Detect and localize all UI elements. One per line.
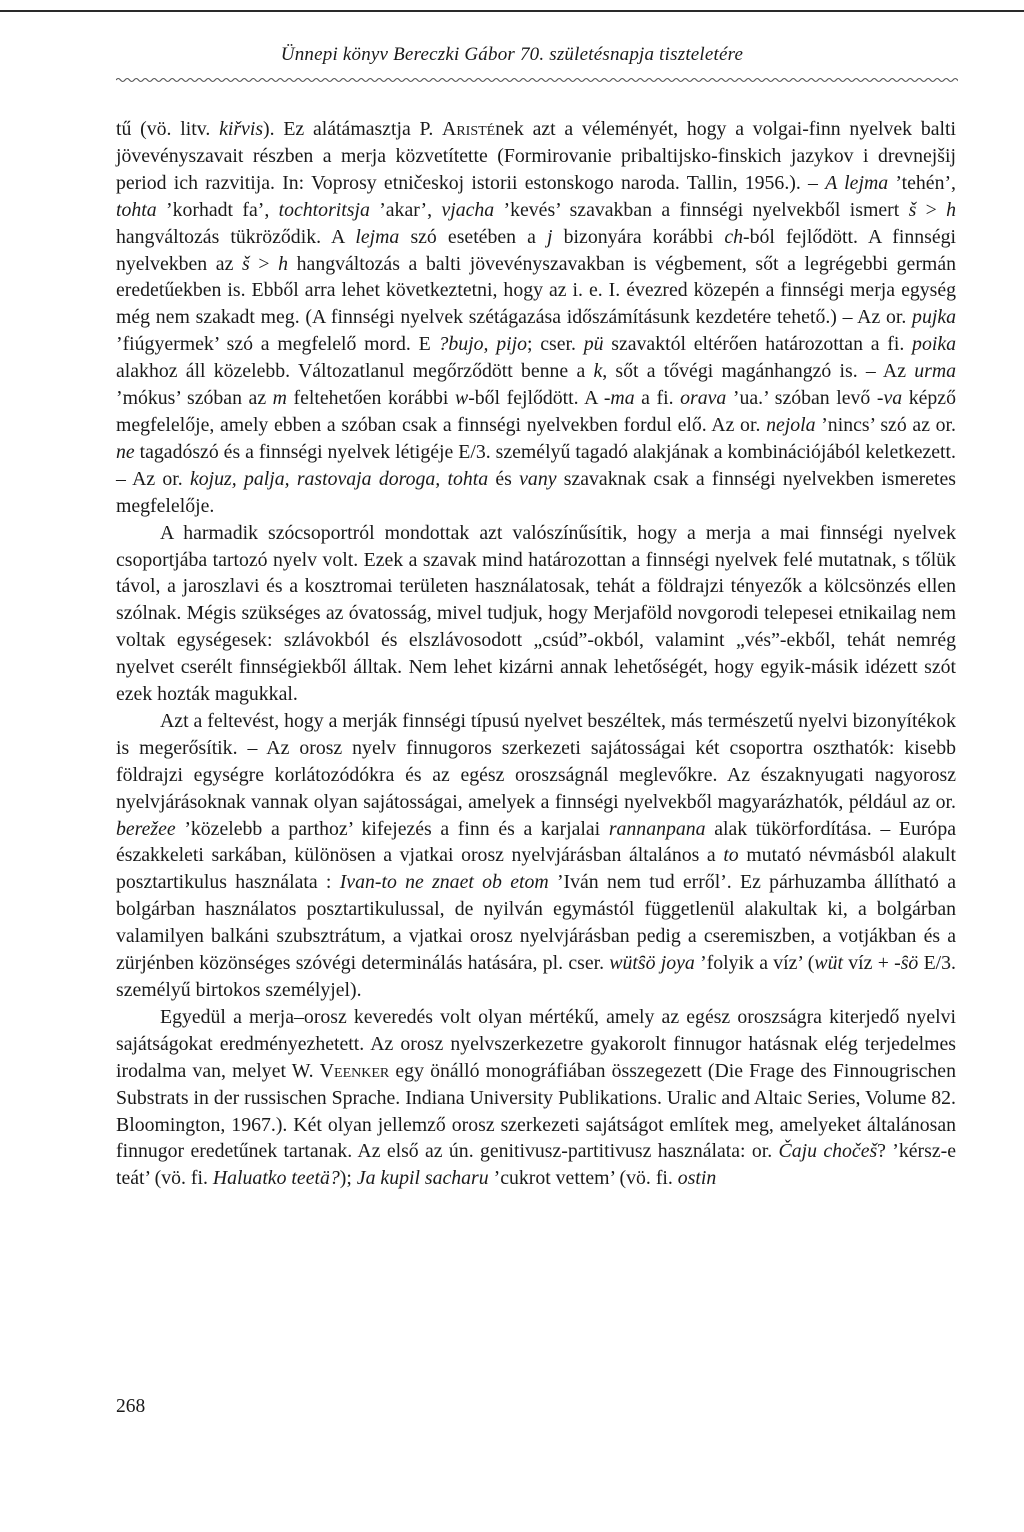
italic-term: nejola xyxy=(766,413,816,436)
italic-term: -s̑ö xyxy=(894,952,919,975)
text-run: hangváltozás a balti jövevényszavakban is végbement, sőt a legrégebbi germán eredetűekben is. Ebből arra lehet következtetni, hogy az i. e. I. évezred közepén a finnségi merja egység még nem szakadt meg. (A finnségi nyelvek szétágazása időszámításunk kezdetére tehető.) – Az or. xyxy=(116,252,956,329)
italic-term: wüts̑ö joya xyxy=(609,952,695,975)
italic-term: m xyxy=(272,387,287,410)
text-run: ? ’kérsz-e teát’ (vö. fi. xyxy=(116,1140,956,1190)
italic-term: h xyxy=(278,252,289,275)
text-run: ); xyxy=(339,1167,357,1190)
text-run: ’kevés’ szavakban a finnségi nyelvekből ismert xyxy=(494,198,909,221)
text-run: nek azt a véleményét, hogy a volgai-finn nyelvek balti jövevényszavait részben a merja közvetítette (Formirovanie pribaltijsko-finskich jazykov i drevnejšij period ich razvitija. In: Voprosy etničeskoj istorii estonskogo naroda. Tallin, 1956.). – xyxy=(116,118,956,194)
italic-term: wüt xyxy=(814,952,843,975)
italic-term: j xyxy=(547,225,553,248)
body-text xyxy=(116,116,956,1192)
text-run: ; cser. xyxy=(527,333,584,356)
italic-term: ?bujo, pijo xyxy=(438,333,528,356)
italic-term: pujka xyxy=(912,306,956,329)
page-number: 268 xyxy=(116,1396,146,1417)
text-run: -ből fejlődött. A xyxy=(468,387,604,410)
italic-term: ne xyxy=(116,440,135,463)
text-run: Azt a feltevést, hogy a merják finnségi típusú nyelvet beszéltek, más természetű nyelvi bizonyítékok is megerősítik. – Az orosz nyelv finnugoros szerkezeti sajátosságai két csoportra oszthatók: kisebb földrajzi egységre korlátozódókra és az egész oroszságnál meglevőkre. Az északnyugati nagyorosz nyelvjárásoknak vannak olyan sajátosságai, amelyek a finnségi nyelvekből magyarázhatók, például az or. xyxy=(116,709,956,813)
italic-term: kiřvis xyxy=(219,118,264,140)
text-run: , sőt a tővégi magánhangzó is. – Az xyxy=(602,360,915,383)
text-run: tű (vö. litv. xyxy=(116,118,220,140)
italic-term: ch xyxy=(724,225,743,248)
text-run: > xyxy=(249,252,279,275)
italic-term: A lejma xyxy=(825,171,889,194)
italic-term: ostin xyxy=(677,1167,717,1190)
italic-term: š xyxy=(242,252,250,275)
italic-term: -ma xyxy=(603,387,635,410)
paragraph xyxy=(116,520,956,708)
text-run: ’ua.’ szóban levő xyxy=(726,387,877,410)
italic-term: w xyxy=(454,387,469,410)
italic-term: vjacha xyxy=(441,198,495,221)
text-run: mutató névmásból alakult posztartikulus használata : xyxy=(116,844,957,894)
text-run: alakhoz áll közelebb. Változatlanul megőrződött benne a xyxy=(116,360,594,383)
text-run: hangváltozás tükröződik. A xyxy=(116,225,356,248)
text-run: egy önálló monográfiában összegezett (Die Frage des Finnougrischen Substrats in der russischen Sprache. Indiana University Publikations. Uralic and Altaic Series, Volume 82. Bloomington, 1967.). Két olyan jellemző orosz szerkezeti sajátságot említek meg, amelyeket általánosan finnugor eredetűnek tartanak. Az első az ún. genitivusz-partitivusz használata: or. xyxy=(116,1059,956,1163)
text-run: ’mókus’ szóban az xyxy=(116,387,273,410)
italic-term: Ivan-to ne znaet ob etom xyxy=(339,871,549,894)
text-run: víz + xyxy=(842,952,895,975)
running-header: Ünnepi könyv Bereczki Gábor 70. születésnapja tiszteletére xyxy=(280,44,744,65)
text-run: ’nincs’ szó az or. xyxy=(815,413,956,436)
italic-term: š xyxy=(908,198,917,221)
text-run: képző megfelelője, amely ebben a szóban csak a finnségi nyelvekben fordul elő. Az or. xyxy=(116,387,956,436)
italic-term: Haluatko teetä? xyxy=(212,1167,340,1190)
text-run: Egyedül a merja–orosz keveredés volt olyan mértékű, amely az egész oroszságra kiterjedő nyelvi sajátságokat eredményezhetett. Az orosz nyelvszerkezetre gyakorolt finnugor hatásnak elég terjedelmes irodalma van, melyet W. xyxy=(116,1005,956,1082)
italic-term: pü xyxy=(583,333,604,356)
text-run: E/3. személyű birtokos személyjel). xyxy=(116,952,956,1001)
italic-term: kojuz, palja, rastovaja doroga, tohta xyxy=(190,467,489,490)
italic-term: rannanpana xyxy=(608,817,706,840)
italic-term: to xyxy=(723,844,739,867)
text-run: ’Iván nem tud erről’. Ez párhuzamba állítható a bolgárban használatos posztartikulussal, de nyilván egymástól függetlenül alakultak ki, a bolgárban valamilyen balkáni szubsztrátum, a vjatkai orosz nyelvjárásban pedig a cseremiszben, a votjákban és a zürjénben közönséges szóvégi determinálás hatására, pl. cser. xyxy=(116,871,957,975)
text-run: szavaknak csak a finnségi nyelvekben ismeretes megfelelője. xyxy=(116,467,957,517)
text-run: alak tükörfordítása. – Európa északkeleti sarkában, különösen a vjatkai orosz nyelvjárásban általános a xyxy=(116,817,956,867)
paragraph xyxy=(116,708,956,1004)
text-run: ’korhadt fa’, xyxy=(156,198,279,221)
text-run: szó esetében a xyxy=(399,225,548,248)
header-wavy-rule xyxy=(116,74,958,86)
text-run: bizonyára korábbi xyxy=(552,225,725,248)
italic-term: k xyxy=(593,360,603,383)
italic-term: berežee xyxy=(116,817,176,840)
paragraph xyxy=(116,1004,956,1192)
italic-term: Čaju chočeš xyxy=(778,1140,878,1163)
italic-term: h xyxy=(946,198,957,221)
italic-term: lejma xyxy=(355,225,400,248)
author-name: Aristé xyxy=(442,118,496,140)
text-run: -ból fejlődött. A finnségi nyelvekben az xyxy=(116,225,956,275)
italic-term: Ja kupil sacharu xyxy=(356,1167,489,1190)
text-run: A harmadik szócsoportról mondottak azt valószínűsítik, hogy a merja a mai finnségi nyelvek csoportjába tartozó nyelv volt. Ezek a szavak mind határozottan a finnségi nyelvek felé mutatnak, s tőlük távol, a jaroszlavi és a kosztromai területen használatosak, tehát a földrajzi tényezők a kölcsönzés ellen szólnak. Mégis szükséges az óvatosság, mivel tudjuk, hogy Merjaföld novgorodi telepesei etnikailag nem voltak egységesek: szlávokból és elszlávosodott „csúd”-okból, valamint „vés”-ekből, tehát nemrég nyelvet cserélt finnségiekből álltak. Nem lehet kizárni annak lehetőségét, hogy egyik-másik idézett szót ezek hozták magukkal. xyxy=(116,521,956,706)
text-run: ’fiúgyermek’ szó a megfelelő mord. E xyxy=(116,333,439,356)
text-run: ). Ez alátámasztja P. xyxy=(263,118,443,140)
text-run: ’akar’, xyxy=(369,198,442,221)
italic-term: urma xyxy=(914,360,957,383)
top-rule xyxy=(0,10,1024,12)
author-name: Veenker xyxy=(319,1059,390,1082)
italic-term: tochtoritsja xyxy=(278,198,370,221)
text-run: feltehetően korábbi xyxy=(286,387,455,410)
text-run: és xyxy=(488,467,520,490)
text-run: ’folyik a víz’ ( xyxy=(694,952,815,975)
italic-term: vany xyxy=(519,467,557,490)
italic-term: orava xyxy=(680,387,727,410)
text-run: tagadószó és a finnségi nyelvek létigéje E/3. személyű tagadó alakjának a kombinációjából keletkezett. – Az or. xyxy=(116,440,956,490)
text-run: ’közelebb a parthoz’ kifejezés a finn és a karjalai xyxy=(175,817,609,840)
italic-term: -va xyxy=(876,387,903,410)
paragraph xyxy=(116,116,956,520)
italic-term: tohta xyxy=(116,198,157,221)
text-run: ’tehén’, xyxy=(888,171,956,194)
text-run: szavaktól eltérően határozottan a fi. xyxy=(603,333,913,356)
text-run: a fi. xyxy=(634,387,681,410)
italic-term: poika xyxy=(912,333,956,356)
text-run: > xyxy=(916,198,947,221)
text-run: ’cukrot vettem’ (vö. fi. xyxy=(488,1167,678,1190)
